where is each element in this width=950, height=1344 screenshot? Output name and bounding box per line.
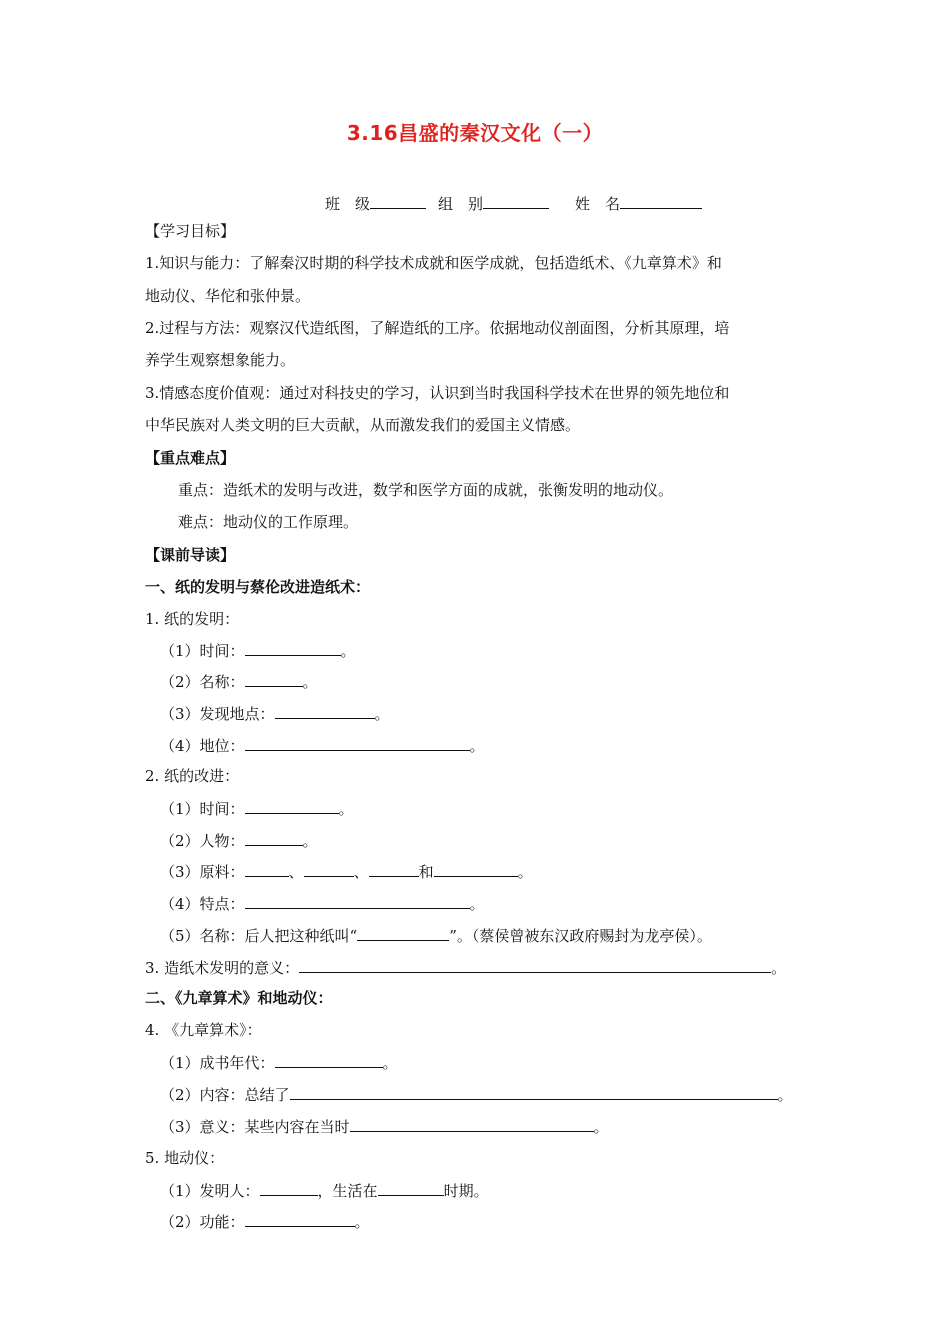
student-info-row — [325, 193, 702, 214]
item-4-2-blank[interactable] — [290, 1084, 778, 1100]
goal-1-line-2: 地动仪、华佗和张仲景。 — [145, 287, 311, 305]
inventor-blank[interactable] — [260, 1180, 318, 1196]
material-blank-4[interactable] — [434, 861, 518, 877]
guide-heading: 【课前导读】 — [145, 546, 236, 564]
section-2-heading: 二、《九章算术》和地动仪： — [145, 989, 333, 1007]
item-1-1-blank[interactable] — [245, 640, 341, 656]
item-4-1: （1）成书年代： 。 — [160, 1054, 398, 1072]
item-1-1: （1）时间： 。 — [160, 642, 356, 660]
item-5-2: （2）功能： 。 — [160, 1213, 370, 1231]
item-2-5: （5）名称：后人把这种纸叫“ ”。（蔡侯曾被东汉政府赐封为龙亭侯）。 — [160, 927, 712, 945]
item-4-1-blank[interactable] — [275, 1052, 383, 1068]
goal-2-line-1: 2.过程与方法：观察汉代造纸图，了解造纸的工序。依据地动仪剖面图，分析其原理，培 — [145, 319, 730, 337]
key-difficulty: 难点：地动仪的工作原理。 — [178, 513, 359, 531]
material-blank-2[interactable] — [304, 861, 354, 877]
item-2-heading: 2. 纸的改进： — [145, 767, 240, 785]
era-blank[interactable] — [378, 1180, 444, 1196]
item-2-4: （4）特点： 。 — [160, 895, 485, 913]
goals-heading: 【学习目标】 — [145, 222, 236, 240]
item-4-2: （2）内容：总结了 。 — [160, 1086, 793, 1104]
key-focus: 重点：造纸术的发明与改进，数学和医学方面的成就，张衡发明的地动仪。 — [178, 481, 674, 499]
class-blank[interactable] — [370, 193, 426, 209]
item-2-2: （2）人物： 。 — [160, 832, 318, 850]
goal-2-line-2: 养学生观察想象能力。 — [145, 351, 296, 369]
item-2-4-blank[interactable] — [245, 893, 470, 909]
item-2-5-blank[interactable] — [357, 925, 449, 941]
item-1-3: （3）发现地点： 。 — [160, 705, 390, 723]
item-4-3-blank[interactable] — [350, 1116, 594, 1132]
item-3: 3. 造纸术发明的意义： 。 — [145, 959, 787, 977]
class-label: 班 级 — [325, 195, 371, 213]
name-label: 姓 名 — [575, 195, 621, 213]
section-1-heading: 一、纸的发明与蔡伦改进造纸术： — [145, 578, 371, 596]
group-label: 组 别 — [438, 195, 484, 213]
item-1-2-blank[interactable] — [245, 671, 303, 687]
item-1-heading: 1. 纸的发明： — [145, 610, 240, 628]
item-1-4: （4）地位： 。 — [160, 737, 485, 755]
item-5-heading: 5. 地动仪： — [145, 1149, 225, 1167]
group-blank[interactable] — [483, 193, 549, 209]
goal-3-line-2: 中华民族对人类文明的巨大贡献，从而激发我们的爱国主义情感。 — [145, 416, 581, 434]
item-5-2-blank[interactable] — [245, 1211, 355, 1227]
item-2-1-blank[interactable] — [245, 798, 339, 814]
material-blank-1[interactable] — [245, 861, 289, 877]
item-1-2: （2）名称： 。 — [160, 673, 318, 691]
item-4-3: （3）意义：某些内容在当时 。 — [160, 1118, 609, 1136]
name-blank[interactable] — [620, 193, 702, 209]
item-3-blank[interactable] — [299, 957, 771, 973]
item-1-3-blank[interactable] — [275, 703, 375, 719]
goal-1-line-1: 1.知识与能力：了解秦汉时期的科学技术成就和医学成就，包括造纸术、《九章算术》和 — [145, 254, 722, 272]
key-heading: 【重点难点】 — [145, 449, 236, 467]
goal-3-line-1: 3.情感态度价值观：通过对科技史的学习，认识到当时我国科学技术在世界的领先地位和 — [145, 384, 730, 402]
item-1-4-blank[interactable] — [245, 735, 470, 751]
item-5-1: （1）发明人： ，生活在 时期。 — [160, 1182, 489, 1200]
item-2-3: （3）原料： 、 、 和 。 — [160, 863, 533, 881]
item-2-1: （1）时间： 。 — [160, 800, 354, 818]
item-2-2-blank[interactable] — [245, 830, 303, 846]
item-4-heading: 4. 《九章算术》： — [145, 1021, 262, 1039]
material-blank-3[interactable] — [369, 861, 419, 877]
page-title: 3.16昌盛的秦汉文化（一） — [346, 121, 604, 145]
